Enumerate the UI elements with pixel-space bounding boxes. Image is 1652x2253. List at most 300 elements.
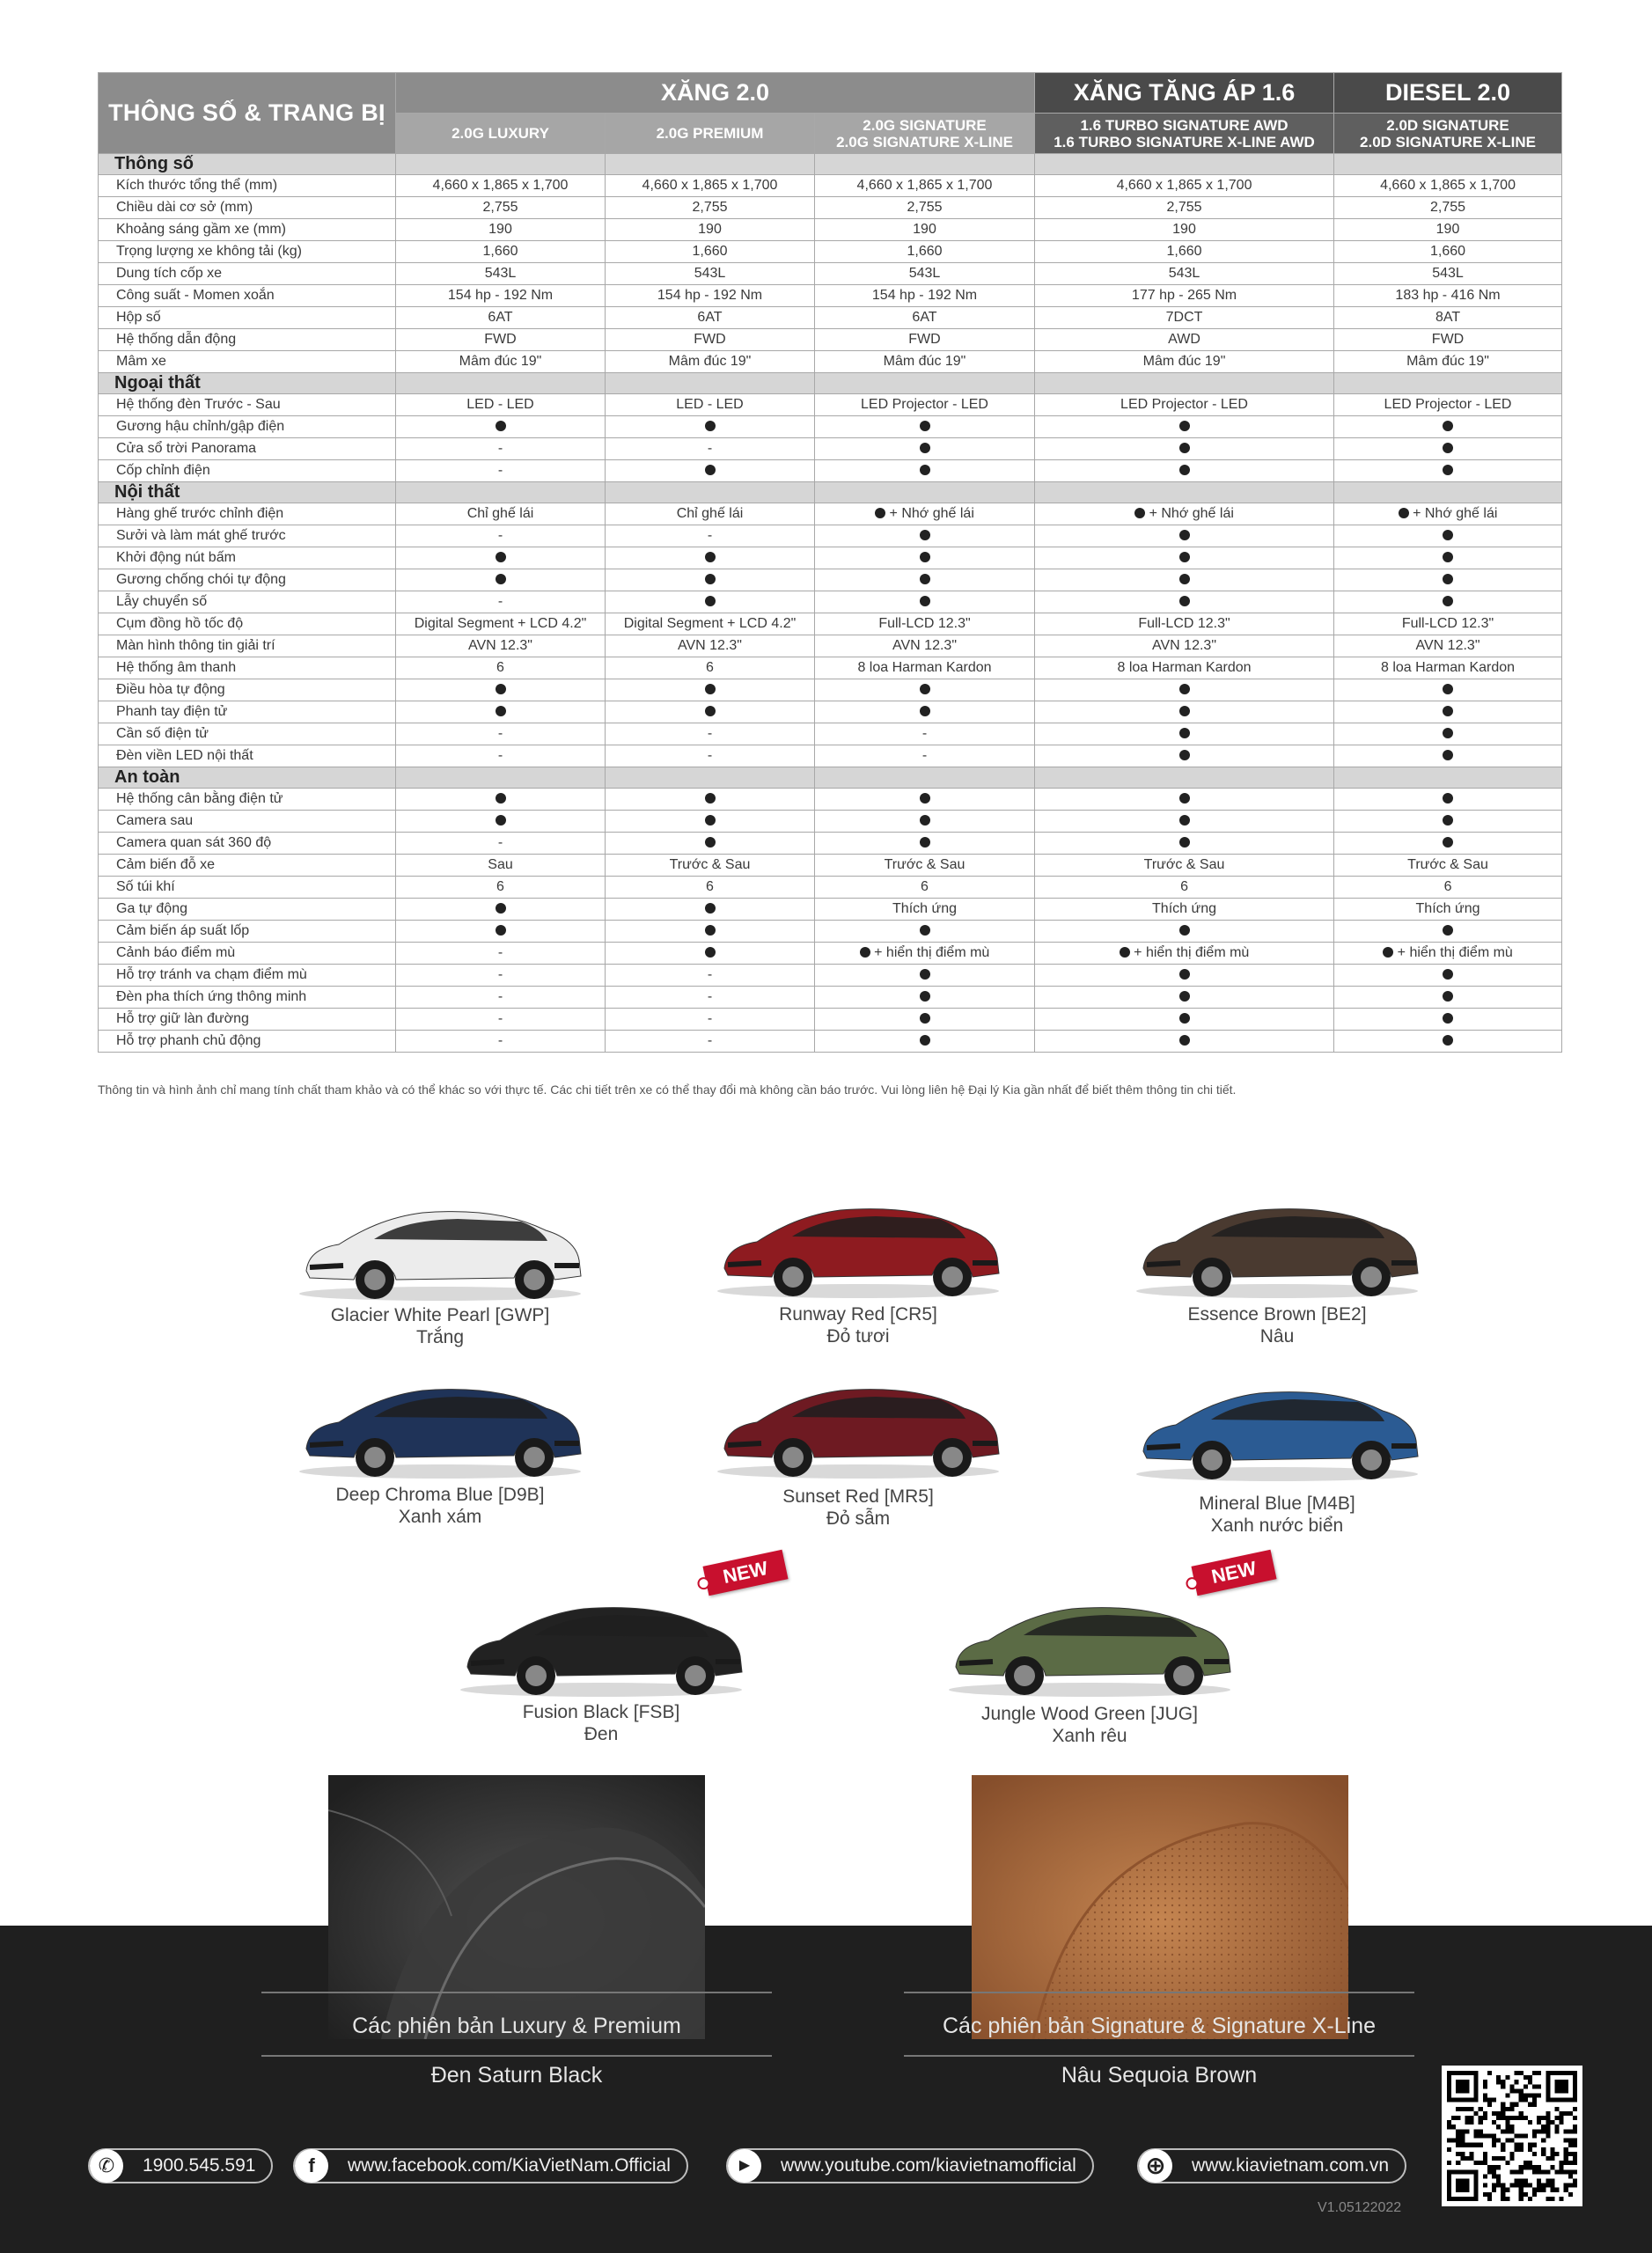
spec-label: Hỗ trợ tránh va chạm điểm mù bbox=[99, 965, 396, 987]
spec-value: 1,660 bbox=[1334, 241, 1562, 263]
leather-black-icon bbox=[328, 1775, 705, 2039]
spec-value bbox=[815, 701, 1035, 723]
spec-value: 8 loa Harman Kardon bbox=[1334, 657, 1562, 679]
version-text: V1.05122022 bbox=[1318, 2200, 1402, 2215]
caption-divider bbox=[904, 2055, 1414, 2057]
color-name-vn: Đỏ sẫm bbox=[826, 1508, 891, 1529]
spec-label: Hỗ trợ phanh chủ động bbox=[99, 1031, 396, 1053]
check-dot-icon bbox=[860, 947, 870, 958]
section-blank-cell bbox=[1334, 154, 1562, 175]
spec-value bbox=[1035, 438, 1334, 460]
spec-value: 4,660 x 1,865 x 1,700 bbox=[606, 175, 815, 197]
spec-value: - bbox=[396, 525, 606, 547]
spec-value: - bbox=[606, 987, 815, 1009]
section-blank-cell bbox=[606, 482, 815, 503]
interior-color-black: Đen Saturn Black bbox=[430, 2063, 603, 2088]
spec-value: Chỉ ghế lái bbox=[396, 503, 606, 525]
table-row bbox=[99, 351, 1562, 373]
spec-value: 1,660 bbox=[1035, 241, 1334, 263]
section-blank-cell bbox=[815, 482, 1035, 503]
spec-label: Ga tự động bbox=[99, 899, 396, 921]
spec-value: Thích ứng bbox=[1035, 899, 1334, 921]
spec-label: Lẫy chuyển số bbox=[99, 591, 396, 613]
check-dot-icon bbox=[920, 465, 930, 475]
check-dot-icon bbox=[1443, 552, 1453, 562]
table-row bbox=[99, 657, 1562, 679]
car-color-image bbox=[290, 1364, 590, 1487]
spec-value: Thích ứng bbox=[815, 899, 1035, 921]
section-row bbox=[99, 482, 1562, 503]
color-label bbox=[264, 1484, 616, 1528]
spec-label: Chiều dài cơ sở (mm) bbox=[99, 197, 396, 219]
spec-value: Mâm đúc 19" bbox=[1035, 351, 1334, 373]
spec-value: Thích ứng bbox=[1334, 899, 1562, 921]
disclaimer-text: Thông tin và hình ảnh chỉ mang tính chất tham khảo và có thể khác so với thực tế. Các chi tiết trên xe có thể thay đổi mà không cần báo trước. Vui lòng liên hệ Đại lý Kia gần nhất để biết thêm thông tin chi tiết. bbox=[98, 1082, 1237, 1097]
spec-value bbox=[1035, 525, 1334, 547]
color-label bbox=[1101, 1303, 1453, 1347]
spec-label: Cảnh báo điểm mù bbox=[99, 943, 396, 965]
table-row bbox=[99, 1031, 1562, 1053]
table-row bbox=[99, 965, 1562, 987]
table-row bbox=[99, 723, 1562, 745]
check-dot-icon bbox=[1443, 1013, 1453, 1024]
section-row bbox=[99, 373, 1562, 394]
spec-value bbox=[1334, 745, 1562, 767]
check-dot-icon bbox=[1179, 837, 1190, 848]
spec-value bbox=[1334, 547, 1562, 569]
spec-value: Full-LCD 12.3" bbox=[1334, 613, 1562, 635]
spec-value bbox=[1334, 701, 1562, 723]
footer bbox=[0, 1926, 1652, 2253]
spec-value: 4,660 x 1,865 x 1,700 bbox=[815, 175, 1035, 197]
spec-label: Đèn viền LED nội thất bbox=[99, 745, 396, 767]
spec-label: Cần số điện tử bbox=[99, 723, 396, 745]
spec-value bbox=[1035, 811, 1334, 833]
check-dot-icon bbox=[705, 903, 716, 914]
spec-value: 177 hp - 265 Nm bbox=[1035, 285, 1334, 307]
check-dot-icon bbox=[1443, 443, 1453, 453]
spec-value: 543L bbox=[815, 263, 1035, 285]
check-dot-icon bbox=[920, 530, 930, 540]
spec-value: 2,755 bbox=[396, 197, 606, 219]
table-row bbox=[99, 855, 1562, 877]
spec-value: - bbox=[396, 833, 606, 855]
spec-label: Sưởi và làm mát ghế trước bbox=[99, 525, 396, 547]
spec-value bbox=[815, 525, 1035, 547]
section-blank-cell bbox=[1035, 482, 1334, 503]
spec-value: 6 bbox=[815, 877, 1035, 899]
spec-value bbox=[396, 789, 606, 811]
spec-value: - bbox=[396, 460, 606, 482]
table-row bbox=[99, 263, 1562, 285]
caption-divider bbox=[261, 1992, 772, 1993]
variant-header: 2.0D SIGNATURE 2.0D SIGNATURE X-LINE bbox=[1334, 114, 1562, 154]
table-row bbox=[99, 811, 1562, 833]
spec-value: 154 hp - 192 Nm bbox=[396, 285, 606, 307]
spec-value bbox=[396, 547, 606, 569]
spec-value: LED Projector - LED bbox=[815, 394, 1035, 416]
spec-label: Gương chống chói tự động bbox=[99, 569, 396, 591]
spec-value bbox=[1334, 569, 1562, 591]
spec-value: 6 bbox=[396, 877, 606, 899]
spec-value bbox=[1334, 438, 1562, 460]
phone-icon: ✆ bbox=[90, 2149, 123, 2183]
website-text: www.kiavietnam.com.vn bbox=[1192, 2155, 1390, 2176]
spec-value bbox=[1035, 833, 1334, 855]
spec-label: Camera quan sát 360 độ bbox=[99, 833, 396, 855]
car-color-image bbox=[940, 1582, 1239, 1706]
spec-label: Cảm biến áp suất lốp bbox=[99, 921, 396, 943]
section-blank-cell bbox=[1334, 767, 1562, 789]
spec-label: Camera sau bbox=[99, 811, 396, 833]
spec-value bbox=[815, 460, 1035, 482]
table-row bbox=[99, 329, 1562, 351]
color-name-vn: Xanh rêu bbox=[1052, 1726, 1127, 1746]
table-row bbox=[99, 438, 1562, 460]
spec-value: + hiển thị điểm mù bbox=[1035, 943, 1334, 965]
color-name: Sunset Red [MR5] bbox=[782, 1486, 934, 1507]
spec-label: Khoảng sáng gầm xe (mm) bbox=[99, 219, 396, 241]
spec-table bbox=[98, 72, 1562, 1053]
spec-value: AVN 12.3" bbox=[396, 635, 606, 657]
check-dot-icon bbox=[920, 706, 930, 716]
check-dot-icon bbox=[920, 1013, 930, 1024]
spec-value: Digital Segment + LCD 4.2" bbox=[606, 613, 815, 635]
spec-label: Cảm biến đỗ xe bbox=[99, 855, 396, 877]
check-dot-icon bbox=[1179, 421, 1190, 431]
section-blank-cell bbox=[606, 767, 815, 789]
contact-youtube[interactable] bbox=[726, 2148, 1094, 2183]
table-row bbox=[99, 525, 1562, 547]
spec-value bbox=[1035, 701, 1334, 723]
spec-value bbox=[396, 569, 606, 591]
spec-value: Mâm đúc 19" bbox=[815, 351, 1035, 373]
spec-value bbox=[606, 416, 815, 438]
spec-value: - bbox=[815, 745, 1035, 767]
color-name-vn: Đỏ tươi bbox=[826, 1326, 890, 1347]
spec-label: Hộp số bbox=[99, 307, 396, 329]
spec-value: Trước & Sau bbox=[606, 855, 815, 877]
car-color-image bbox=[1127, 1367, 1427, 1490]
check-dot-icon bbox=[920, 925, 930, 936]
table-row bbox=[99, 503, 1562, 525]
check-dot-icon bbox=[705, 793, 716, 804]
check-dot-icon bbox=[1179, 925, 1190, 936]
spec-value: - bbox=[396, 1009, 606, 1031]
check-dot-icon bbox=[1179, 815, 1190, 826]
section-blank-cell bbox=[1035, 154, 1334, 175]
check-dot-icon bbox=[1179, 969, 1190, 980]
table-row bbox=[99, 307, 1562, 329]
group-header-turbo-16: XĂNG TĂNG ÁP 1.6 bbox=[1035, 73, 1334, 114]
check-dot-icon bbox=[1443, 706, 1453, 716]
check-dot-icon bbox=[920, 837, 930, 848]
spec-value bbox=[815, 438, 1035, 460]
spec-value: 6 bbox=[396, 657, 606, 679]
spec-value: + Nhớ ghế lái bbox=[1334, 503, 1562, 525]
section-blank-cell bbox=[815, 767, 1035, 789]
spec-value: 183 hp - 416 Nm bbox=[1334, 285, 1562, 307]
spec-value: - bbox=[396, 1031, 606, 1053]
check-dot-icon bbox=[496, 684, 506, 694]
table-row bbox=[99, 416, 1562, 438]
color-name: Deep Chroma Blue [D9B] bbox=[335, 1485, 545, 1505]
spec-value: FWD bbox=[606, 329, 815, 351]
check-dot-icon bbox=[1399, 508, 1409, 518]
check-dot-icon bbox=[1179, 530, 1190, 540]
spec-value: AVN 12.3" bbox=[1334, 635, 1562, 657]
spec-value bbox=[606, 899, 815, 921]
color-name-vn: Đen bbox=[584, 1724, 619, 1744]
spec-value bbox=[815, 1009, 1035, 1031]
spec-value: Trước & Sau bbox=[1334, 855, 1562, 877]
spec-value bbox=[396, 701, 606, 723]
table-row bbox=[99, 591, 1562, 613]
table-row bbox=[99, 987, 1562, 1009]
spec-label: Số túi khí bbox=[99, 877, 396, 899]
spec-label: Hệ thống cân bằng điện tử bbox=[99, 789, 396, 811]
spec-value: 543L bbox=[1035, 263, 1334, 285]
check-dot-icon bbox=[1179, 728, 1190, 738]
spec-value: Sau bbox=[396, 855, 606, 877]
spec-value: 6AT bbox=[815, 307, 1035, 329]
spec-value: - bbox=[606, 965, 815, 987]
table-row bbox=[99, 394, 1562, 416]
spec-value bbox=[815, 591, 1035, 613]
suv-icon bbox=[452, 1582, 751, 1706]
check-dot-icon bbox=[920, 552, 930, 562]
check-dot-icon bbox=[705, 421, 716, 431]
spec-value bbox=[606, 833, 815, 855]
check-dot-icon bbox=[920, 421, 930, 431]
check-dot-icon bbox=[1443, 991, 1453, 1002]
check-dot-icon bbox=[1179, 1013, 1190, 1024]
spec-value bbox=[1334, 679, 1562, 701]
contact-facebook[interactable] bbox=[293, 2148, 688, 2183]
color-label bbox=[264, 1304, 616, 1348]
spec-value bbox=[815, 569, 1035, 591]
spec-value: 154 hp - 192 Nm bbox=[606, 285, 815, 307]
spec-value: 190 bbox=[1035, 219, 1334, 241]
suv-icon bbox=[290, 1186, 590, 1310]
spec-value bbox=[1334, 833, 1562, 855]
color-name: Glacier White Pearl [GWP] bbox=[330, 1305, 550, 1325]
section-blank-cell bbox=[606, 373, 815, 394]
spec-value: - bbox=[606, 1009, 815, 1031]
table-row bbox=[99, 789, 1562, 811]
section-row bbox=[99, 154, 1562, 175]
table-row bbox=[99, 547, 1562, 569]
spec-value: 6 bbox=[606, 657, 815, 679]
check-dot-icon bbox=[920, 991, 930, 1002]
check-dot-icon bbox=[920, 596, 930, 606]
spec-value bbox=[1035, 723, 1334, 745]
spec-label: Hệ thống âm thanh bbox=[99, 657, 396, 679]
spec-value: 190 bbox=[815, 219, 1035, 241]
spec-value: - bbox=[396, 745, 606, 767]
spec-value: + Nhớ ghế lái bbox=[1035, 503, 1334, 525]
spec-value: 543L bbox=[1334, 263, 1562, 285]
check-dot-icon bbox=[705, 925, 716, 936]
spec-label: Hỗ trợ giữ làn đường bbox=[99, 1009, 396, 1031]
spec-value bbox=[606, 811, 815, 833]
spec-value bbox=[396, 679, 606, 701]
leather-brown-icon bbox=[972, 1775, 1348, 2039]
spec-value bbox=[815, 416, 1035, 438]
color-name-vn: Xanh xám bbox=[398, 1507, 482, 1527]
spec-label: Cụm đồng hồ tốc độ bbox=[99, 613, 396, 635]
spec-value: AWD bbox=[1035, 329, 1334, 351]
spec-value: 543L bbox=[396, 263, 606, 285]
spec-value bbox=[1035, 547, 1334, 569]
check-dot-icon bbox=[496, 925, 506, 936]
check-dot-icon bbox=[1443, 465, 1453, 475]
spec-value: 1,660 bbox=[815, 241, 1035, 263]
car-color-image bbox=[290, 1186, 590, 1310]
spec-value bbox=[396, 921, 606, 943]
spec-value bbox=[1334, 723, 1562, 745]
spec-value: Full-LCD 12.3" bbox=[1035, 613, 1334, 635]
spec-value bbox=[815, 965, 1035, 987]
spec-value: - bbox=[396, 438, 606, 460]
check-dot-icon bbox=[496, 552, 506, 562]
check-dot-icon bbox=[1179, 574, 1190, 584]
table-row bbox=[99, 679, 1562, 701]
check-dot-icon bbox=[1179, 793, 1190, 804]
table-row bbox=[99, 745, 1562, 767]
new-badge: NEW bbox=[1191, 1550, 1276, 1596]
spec-value: Full-LCD 12.3" bbox=[815, 613, 1035, 635]
check-dot-icon bbox=[1443, 530, 1453, 540]
spec-label: Phanh tay điện tử bbox=[99, 701, 396, 723]
spec-value: - bbox=[606, 1031, 815, 1053]
spec-value: - bbox=[396, 723, 606, 745]
spec-value: 8 loa Harman Kardon bbox=[815, 657, 1035, 679]
check-dot-icon bbox=[1383, 947, 1393, 958]
table-row bbox=[99, 197, 1562, 219]
color-name: Essence Brown [BE2] bbox=[1187, 1304, 1367, 1325]
check-dot-icon bbox=[920, 815, 930, 826]
check-dot-icon bbox=[1443, 837, 1453, 848]
spec-value: 2,755 bbox=[1035, 197, 1334, 219]
interior-swatch-black bbox=[328, 1775, 705, 2039]
section-blank-cell bbox=[396, 767, 606, 789]
color-name: Runway Red [CR5] bbox=[779, 1304, 937, 1325]
spec-value bbox=[606, 701, 815, 723]
spec-value: 4,660 x 1,865 x 1,700 bbox=[1035, 175, 1334, 197]
check-dot-icon bbox=[496, 706, 506, 716]
spec-value: LED - LED bbox=[606, 394, 815, 416]
spec-value: - bbox=[396, 987, 606, 1009]
spec-value bbox=[815, 921, 1035, 943]
check-dot-icon bbox=[1179, 991, 1190, 1002]
spec-label: Cửa sổ trời Panorama bbox=[99, 438, 396, 460]
spec-value: - bbox=[606, 438, 815, 460]
section-blank-cell bbox=[606, 154, 815, 175]
spec-value: LED Projector - LED bbox=[1035, 394, 1334, 416]
spec-value bbox=[606, 679, 815, 701]
table-row bbox=[99, 613, 1562, 635]
variant-header: 2.0G SIGNATURE 2.0G SIGNATURE X-LINE bbox=[815, 114, 1035, 154]
spec-value bbox=[1334, 416, 1562, 438]
check-dot-icon bbox=[1443, 815, 1453, 826]
contact-hotline[interactable] bbox=[88, 2148, 273, 2183]
spec-label: Dung tích cốp xe bbox=[99, 263, 396, 285]
check-dot-icon bbox=[920, 684, 930, 694]
facebook-text: www.facebook.com/KiaVietNam.Official bbox=[348, 2155, 671, 2176]
spec-value bbox=[815, 1031, 1035, 1053]
spec-value: 1,660 bbox=[396, 241, 606, 263]
section-blank-cell bbox=[1334, 482, 1562, 503]
check-dot-icon bbox=[1443, 1035, 1453, 1046]
spec-label: Hệ thống dẫn động bbox=[99, 329, 396, 351]
table-row bbox=[99, 833, 1562, 855]
car-color-image bbox=[1127, 1184, 1427, 1307]
spec-value: 1,660 bbox=[606, 241, 815, 263]
car-color-image bbox=[709, 1184, 1008, 1307]
spec-value: - bbox=[396, 943, 606, 965]
qr-code-icon[interactable] bbox=[1442, 2066, 1582, 2206]
spec-value bbox=[1035, 569, 1334, 591]
check-dot-icon bbox=[705, 706, 716, 716]
check-dot-icon bbox=[1443, 793, 1453, 804]
spec-value: 2,755 bbox=[815, 197, 1035, 219]
spec-value: Trước & Sau bbox=[1035, 855, 1334, 877]
section-blank-cell bbox=[396, 154, 606, 175]
table-row bbox=[99, 701, 1562, 723]
spec-label: Điều hòa tự động bbox=[99, 679, 396, 701]
spec-value bbox=[1334, 460, 1562, 482]
check-dot-icon bbox=[1443, 596, 1453, 606]
youtube-icon: ▶ bbox=[728, 2149, 761, 2183]
car-color-image bbox=[709, 1364, 1008, 1487]
color-label bbox=[914, 1703, 1266, 1747]
youtube-text: www.youtube.com/kiavietnamofficial bbox=[781, 2155, 1076, 2176]
suv-icon bbox=[1127, 1367, 1427, 1490]
check-dot-icon bbox=[1120, 947, 1130, 958]
spec-value: 190 bbox=[1334, 219, 1562, 241]
check-dot-icon bbox=[920, 574, 930, 584]
spec-value: - bbox=[606, 525, 815, 547]
spec-value bbox=[396, 899, 606, 921]
table-row bbox=[99, 241, 1562, 263]
check-dot-icon bbox=[1179, 684, 1190, 694]
section-blank-cell bbox=[1035, 767, 1334, 789]
spec-value: Trước & Sau bbox=[815, 855, 1035, 877]
table-row bbox=[99, 569, 1562, 591]
spec-label: Hệ thống đèn Trước - Sau bbox=[99, 394, 396, 416]
spec-value bbox=[1334, 987, 1562, 1009]
variant-header: 2.0G PREMIUM bbox=[606, 114, 815, 154]
check-dot-icon bbox=[1443, 684, 1453, 694]
spec-label: Trọng lượng xe không tải (kg) bbox=[99, 241, 396, 263]
spec-value bbox=[1334, 965, 1562, 987]
contact-website[interactable] bbox=[1137, 2148, 1406, 2183]
spec-value: 543L bbox=[606, 263, 815, 285]
check-dot-icon bbox=[1443, 421, 1453, 431]
color-name: Jungle Wood Green [JUG] bbox=[981, 1704, 1198, 1724]
spec-value bbox=[1035, 789, 1334, 811]
spec-value: FWD bbox=[1334, 329, 1562, 351]
spec-value: FWD bbox=[396, 329, 606, 351]
check-dot-icon bbox=[496, 421, 506, 431]
section-blank-cell bbox=[815, 154, 1035, 175]
spec-value bbox=[1035, 416, 1334, 438]
facebook-icon: f bbox=[295, 2149, 328, 2183]
spec-value bbox=[815, 833, 1035, 855]
suv-icon bbox=[1127, 1184, 1427, 1307]
spec-label: Cốp chỉnh điện bbox=[99, 460, 396, 482]
